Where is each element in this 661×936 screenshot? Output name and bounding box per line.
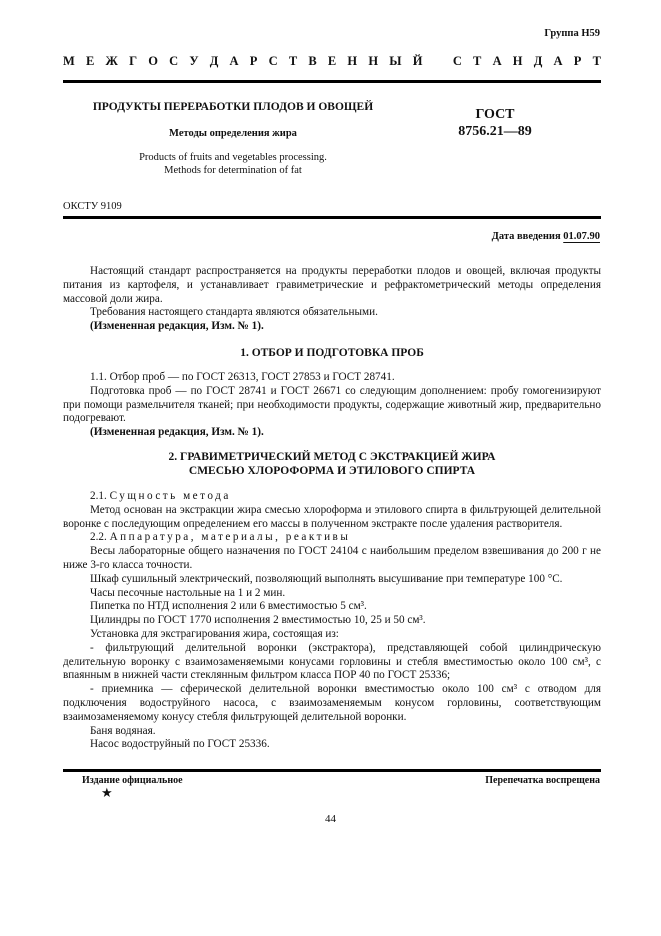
banner-letter: Г xyxy=(129,54,138,68)
amendment-note: (Измененная редакция, Изм. № 1). xyxy=(90,426,264,439)
banner-letter: Т xyxy=(592,54,601,68)
subsection-heading xyxy=(63,490,601,504)
banner-letter: О xyxy=(148,54,158,68)
banner-letter: Р xyxy=(573,54,582,68)
document-subtitle: Методы определения жира xyxy=(169,128,297,139)
banner-letter: А xyxy=(553,54,563,68)
group-code: Группа Н59 xyxy=(544,28,600,39)
equipment-item: Насос водоструйный по ГОСТ 25336. xyxy=(90,738,270,751)
banner-letter: Н xyxy=(512,54,523,68)
banner-letter: Н xyxy=(347,54,358,68)
banner-letter: У xyxy=(189,54,199,68)
subsection-number: 2.1. xyxy=(90,490,110,502)
subsection-number: 2.2. xyxy=(90,531,110,544)
document-title: ПРОДУКТЫ ПЕРЕРАБОТКИ ПЛОДОВ И ОВОЩЕЙ xyxy=(92,101,374,113)
okstu-code: ОКСТУ 9109 xyxy=(63,201,122,212)
subsection-title: Аппаратура, материалы, реактивы xyxy=(109,531,351,544)
banner-letter: Т xyxy=(473,54,482,68)
equipment-item: Пипетка по НТД исполнения 2 или 6 вместимостью 5 см³. xyxy=(90,600,367,613)
banner-letter: А xyxy=(229,54,239,68)
banner-letter: А xyxy=(492,54,502,68)
banner-gap xyxy=(434,54,442,69)
english-title xyxy=(63,151,403,177)
section-2 xyxy=(63,490,601,752)
banner-letter: Ж xyxy=(105,54,118,68)
equipment-item: Часы песочные настольные на 1 и 2 мин. xyxy=(90,586,286,599)
section-2-heading xyxy=(63,450,601,478)
intro-section xyxy=(63,265,601,334)
subsection-title: Сущность метода xyxy=(109,490,231,502)
english-title-line: Products of fruits and vegetables processing. xyxy=(139,152,327,163)
intro-paragraph: Настоящий стандарт распространяется на продукты переработки плодов и овощей, включая продукты питания из картофеля, и устанавливает гравиметрические и рефрактометрический методы определения массовой доли жира. xyxy=(63,265,601,305)
banner-letter: М xyxy=(63,54,75,68)
reprint-prohibited-note: Перепечатка воспрещена xyxy=(485,775,600,786)
footer-rule xyxy=(63,769,601,772)
star-icon: ★ xyxy=(101,785,113,800)
subsection-heading xyxy=(63,531,601,545)
banner-letter: Н xyxy=(368,54,379,68)
section-2-heading-line: 2. ГРАВИМЕТРИЧЕСКИЙ МЕТОД С ЭКСТРАКЦИЕЙ ЖИРА xyxy=(168,451,496,463)
date-value: 01.07.90 xyxy=(563,231,600,242)
banner-letter: Й xyxy=(412,54,423,68)
gost-label: ГОСТ xyxy=(475,107,515,122)
banner-letter: Р xyxy=(249,54,258,68)
equipment-item: - приемника — сферической делительной воронки вместимостью около 100 см³ с отводом для подключения водоструйного насоса, с взаимозаменяемым конусом горловины, соответствующим взаимозаменяемому конусу стебля фильтрующей делительной воронки. xyxy=(63,683,601,723)
banner-letter: Е xyxy=(86,54,95,68)
page-number: 44 xyxy=(325,813,336,825)
section-paragraph: 1.1. Отбор проб — по ГОСТ 26313, ГОСТ 27853 и ГОСТ 28741. xyxy=(90,371,395,383)
section-1 xyxy=(63,371,601,440)
english-title-line: Methods for determination of fat xyxy=(164,165,302,176)
banner-letter: С xyxy=(169,54,179,68)
interstate-standard-banner xyxy=(63,54,601,69)
banner-letter: Ы xyxy=(389,54,402,68)
banner-letter: В xyxy=(308,54,317,68)
section-paragraph: Метод основан на экстракции жира смесью хлороформа и этилового спирта в фильтрующей делительной воронке с последующим определением его массы в полученном экстракте после удаления растворителя. xyxy=(63,503,601,530)
banner-letter: Д xyxy=(533,54,543,68)
section-1-heading: 1. ОТБОР И ПОДГОТОВКА ПРОБ xyxy=(240,347,424,359)
introduction-date xyxy=(492,231,600,242)
section-paragraph: Подготовка проб — по ГОСТ 28741 и ГОСТ 26671 со следующим дополнением: пробу гомогенизируют при помощи размельчителя тканей; при необходимости продукты, содержащие животный жир, предварительно подогревают. xyxy=(63,384,601,425)
equipment-item: Шкаф сушильный электрический, позволяющий выполнять высушивание при температуре 100 °С. xyxy=(90,572,563,585)
okstu-rule xyxy=(63,216,601,219)
header-rule xyxy=(63,80,601,83)
banner-letter: С xyxy=(268,54,278,68)
intro-paragraph: Требования настоящего стандарта являются обязательными. xyxy=(90,306,378,319)
gost-number: 8756.21—89 xyxy=(458,124,532,139)
official-edition-note: Издание официальное xyxy=(82,775,183,786)
equipment-item: Весы лабораторные общего назначения по ГОСТ 24104 с наибольшим пределом взвешивания до 200 г не ниже 3-го класса точности. xyxy=(63,545,601,571)
banner-letter: Д xyxy=(209,54,219,68)
amendment-note: (Измененная редакция, Изм. № 1). xyxy=(90,320,264,333)
gost-designation xyxy=(440,106,550,140)
equipment-item: - фильтрующий делительной воронки (экстрактора), представляющей собой цилиндрическую делительную воронку с взаимозаменяемыми конусами горловины и стебля вместимостью около 100 см³, с впаянным в нижней части стеклянным фильтром класса ПОР 40 по ГОСТ 25336; xyxy=(63,641,601,682)
date-label: Дата введения xyxy=(491,231,564,242)
equipment-item: Установка для экстрагирования жира, состоящая из: xyxy=(90,627,339,640)
equipment-item: Баня водяная. xyxy=(90,724,156,737)
equipment-item: Цилиндры по ГОСТ 1770 исполнения 2 вместимостью 10, 25 и 50 см³. xyxy=(90,614,426,627)
banner-letter: Т xyxy=(288,54,298,68)
section-2-heading-line: СМЕСЬЮ ХЛОРОФОРМА И ЭТИЛОВОГО СПИРТА xyxy=(188,465,476,477)
banner-letter: Е xyxy=(327,54,337,68)
banner-letter: С xyxy=(452,54,462,68)
